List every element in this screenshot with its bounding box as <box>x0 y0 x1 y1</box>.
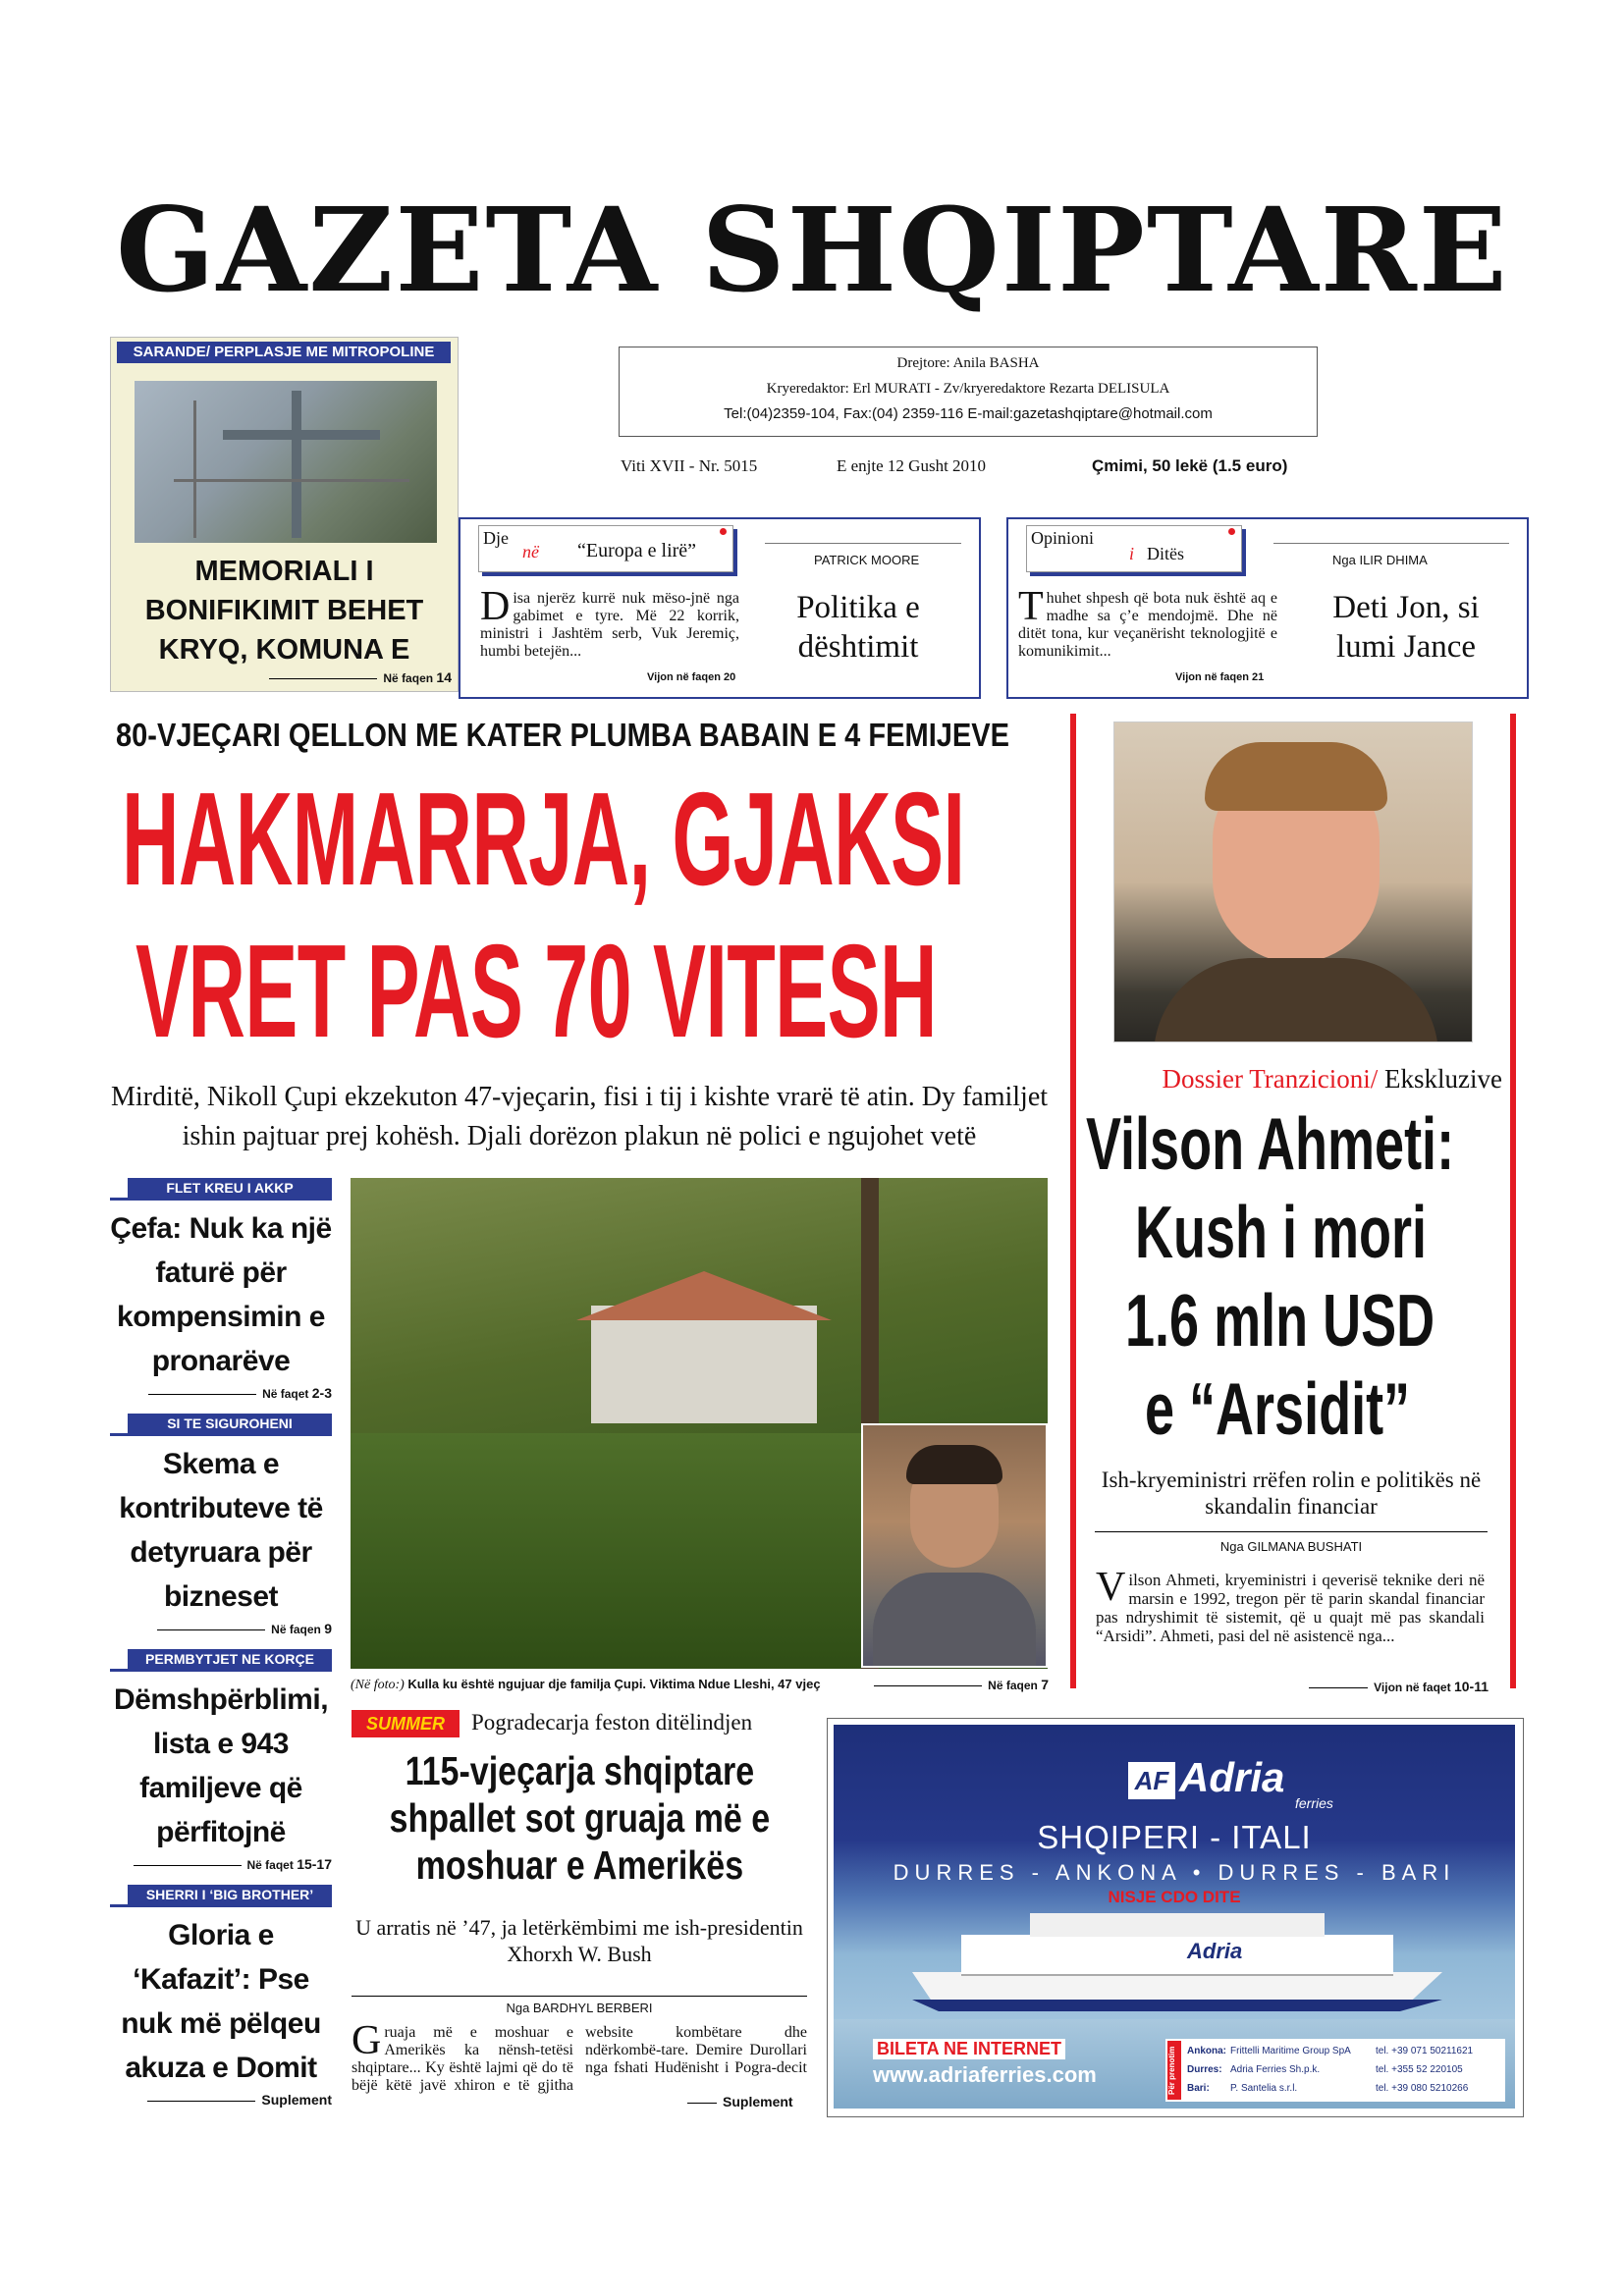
teaser-top-kicker: SARANDE/ PERPLASJE ME MITROPOLINE <box>117 342 451 363</box>
main-pageref[interactable] <box>864 1677 1049 1692</box>
summer-deck: U arratis në ’47, ja letërkëmbimi me ish-presidentin Xhorxh W. Bush <box>355 1915 803 1966</box>
teaser-top-box[interactable] <box>110 337 459 692</box>
caption-text: Kulla ku është ngujuar dje familja Çupi. Viktima Ndue Lleshi, 47 vjeç <box>407 1677 821 1691</box>
column-author: Nga ILIR DHIMA <box>1332 553 1428 567</box>
column-title: Deti Jon, si lumi Jance <box>1332 590 1480 665</box>
column-author: PATRICK MOORE <box>814 553 920 567</box>
caption-prefix: (Në foto:) <box>351 1678 405 1692</box>
sidebar-kicker: FLET KREU I AKKP <box>128 1178 332 1198</box>
teaser-top-pageref[interactable] <box>269 669 452 685</box>
ad-online: BILETA NE INTERNET <box>873 2039 1065 2059</box>
right-headline-3[interactable]: 1.6 mln USD <box>1125 1279 1435 1362</box>
pageref-prefix: Në faqen <box>383 671 434 685</box>
right-headline-2[interactable]: Kush i mori <box>1135 1191 1428 1273</box>
staff-box <box>619 347 1318 437</box>
ad-route: SHQIPERI - ITALI <box>1037 1819 1312 1855</box>
ad-brand-sub: ferries <box>1295 1795 1333 1811</box>
ad-office-row <box>1187 2042 1501 2060</box>
house-shape <box>591 1306 817 1423</box>
right-red-rule-right <box>1510 714 1516 1688</box>
right-portrait <box>1113 721 1473 1042</box>
dropcap: D <box>480 590 511 629</box>
ad-ship-name: Adria <box>1187 1939 1243 1963</box>
summer-kicker: Pogradecarja feston ditëlindjen <box>471 1710 753 1735</box>
right-kicker <box>1080 1064 1502 1095</box>
staff-director: Drejtore: Anila BASHA <box>896 355 1040 371</box>
ad-daily: NISJE CDO DITE <box>1108 1888 1241 1906</box>
column-opinioni-box[interactable] <box>1006 517 1529 699</box>
right-body <box>1096 1571 1485 1665</box>
right-headline-4[interactable]: e “Arsidit” <box>1145 1367 1411 1450</box>
pageref-prefix: Vijon në faqen <box>647 671 721 683</box>
summer-logo: SUMMER <box>352 1710 460 1737</box>
office-tel: tel. +355 52 220105 <box>1376 2064 1463 2075</box>
summer-headline-wrap[interactable] <box>352 1747 807 1904</box>
teaser-top-headline: MEMORIALI I BONIFIKIMIT BEHET KRYQ, KOMUNA E <box>144 556 424 666</box>
ship-deck <box>961 1935 1393 1976</box>
ad-booking-label: Për prenotim <box>1167 2041 1181 2100</box>
pageref-number: 2-3 <box>311 1385 332 1401</box>
right-pageref[interactable] <box>1276 1679 1489 1694</box>
sidebar-pageref[interactable] <box>110 1621 332 1636</box>
pageref-number: 20 <box>724 671 736 683</box>
pageref-number: Suplement <box>723 2094 793 2109</box>
sidebar-kicker: PERMBYTJET NE KORÇE <box>128 1649 332 1669</box>
right-kicker-red: Dossier Tranzicioni/ <box>1162 1064 1379 1094</box>
office-city: Bari: <box>1187 2083 1210 2094</box>
sidebar-item-permbytjet[interactable] <box>110 1649 332 1872</box>
right-red-rule-left <box>1070 714 1076 1688</box>
dropcap: G <box>352 2024 382 2063</box>
sidebar-headline: Gloria e ‘Kafazit’: Pse nuk më pëlqeu akuza e Domit <box>121 1919 321 2084</box>
sidebar-kicker: SHERRI I ‘BIG BROTHER’ <box>128 1885 332 1904</box>
ad-brand: Adria <box>1179 1754 1285 1800</box>
ad-office-list <box>1187 2042 1501 2098</box>
masthead-title: GAZETA SHQIPTARE <box>116 182 1509 318</box>
issue-volume: Viti XVII - Nr. 5015 <box>621 456 758 475</box>
dropcap: V <box>1096 1571 1126 1610</box>
ad-brand-logo: AF <box>1128 1762 1175 1799</box>
sidebar-item-akkp[interactable] <box>110 1178 332 1401</box>
column-tag-word3: Ditës <box>1147 544 1184 563</box>
pageref-prefix: Në faqet <box>262 1387 309 1401</box>
main-deck: Mirditë, Nikoll Çupi ekzekuton 47-vjeçarin, fisi i tij i kishte vrarë të atin. Dy familjet ishin pajtuar prej kohësh. Djali dorëzon plakun në polici e ngujohet vetë <box>110 1082 1049 1151</box>
office-city: Durres: <box>1187 2064 1222 2075</box>
pageref-prefix: Në faqet <box>246 1858 294 1872</box>
office-tel: tel. +39 080 5210266 <box>1376 2083 1469 2094</box>
column-tag-word3: “Europa e lirë” <box>577 540 697 561</box>
sidebar-pageref[interactable] <box>110 2092 332 2108</box>
sidebar-headline: Skema e kontributeve të detyruara për bizneset <box>119 1448 323 1613</box>
teaser-top-headline-wrap <box>115 552 454 669</box>
pageref-prefix: Në faqen <box>988 1679 1038 1692</box>
summer-author: Nga BARDHYL BERBERI <box>506 2001 653 2015</box>
pageref-prefix: Në faqen <box>271 1623 321 1636</box>
dropcap: T <box>1018 590 1044 629</box>
summer-pageref[interactable] <box>687 2094 793 2109</box>
summer-headline: 115-vjeçarja shqiptare shpallet sot gruaja më e moshuar e Amerikës <box>389 1748 771 1888</box>
pageref-number: 10-11 <box>1453 1679 1489 1694</box>
issue-price: Çmimi, 50 lekë (1.5 euro) <box>1092 456 1288 475</box>
right-headline-1[interactable]: Vilson Ahmeti: <box>1086 1102 1455 1185</box>
sidebar-headline: Dëmshpërblimi, lista e 943 familjeve që përfitojnë <box>113 1683 329 1848</box>
teaser-top-photo <box>135 381 437 543</box>
summer-text: ruaja më e moshuar e Amerikës ka nënsh-tetësi shqiptare... Ky është lajmi që do të bëjë këtë javë xhiron e të gjitha website kombëtare dhe ndërkombë-tare. Demire Durollari nga fshati Hudënisht i Pogra-decit <box>352 2024 807 2094</box>
column-europa-box[interactable] <box>459 517 981 699</box>
sidebar-kicker: SI TE SIGUROHENI <box>128 1414 332 1433</box>
column-pageref[interactable] <box>1175 671 1264 683</box>
column-tag-word1: Opinioni <box>1031 528 1095 548</box>
pageref-number: 14 <box>436 669 452 685</box>
pageref-prefix: Vijon në faqet <box>1374 1681 1451 1694</box>
divider <box>1095 1531 1488 1532</box>
column-text: isa njerëz kurrë nuk mëso-jnë nga gabimet e tyre. Më 22 korrik, ministri i Jashtëm serb, Vuk Jeremiç, humbi betejën... <box>480 590 739 660</box>
pageref-number: 7 <box>1041 1677 1049 1692</box>
ad-ports: DURRES - ANKONA • DURRES - BARI <box>893 1860 1456 1885</box>
office-agent: P. Santelia s.r.l. <box>1230 2083 1298 2094</box>
red-dot-icon <box>720 528 727 535</box>
pageref-number: 21 <box>1252 671 1265 683</box>
office-tel: tel. +39 071 50211621 <box>1376 2046 1474 2056</box>
pageref-number: 15-17 <box>297 1856 332 1872</box>
ad-background <box>834 1725 1515 2109</box>
main-headline-2[interactable]: VRET PAS 70 VITESH <box>135 917 937 1065</box>
staff-contacts: Tel:(04)2359-104, Fax:(04) 2359-116 E-mail:gazetashqiptare@hotmail.com <box>724 405 1213 422</box>
red-dot-icon <box>1228 528 1235 535</box>
column-tag-word2: i <box>1129 544 1135 563</box>
sidebar-pageref[interactable] <box>110 1385 332 1401</box>
sidebar-item-bigbrother[interactable] <box>110 1885 332 2108</box>
office-city: Ankona: <box>1187 2046 1226 2056</box>
column-text: huhet shpesh që bota nuk është aq e madhe sa ç’e mendojmë. Dhe në ditët tona, kur veçanërisht teknologjitë e komunikimit... <box>1018 590 1277 660</box>
column-tag-word1: Dje <box>483 528 509 548</box>
ad-url[interactable]: www.adriaferries.com <box>873 2062 1097 2087</box>
main-photo <box>351 1178 1048 1669</box>
column-title: Politika e dështimit <box>796 590 920 665</box>
divider <box>352 1996 807 1997</box>
main-headline-1[interactable]: HAKMARRJA, GJAKSI <box>122 765 965 913</box>
issue-date: E enjte 12 Gusht 2010 <box>837 456 987 475</box>
right-text: ilson Ahmeti, kryeministri i qeverisë teknike deri në marsin e 1992, tregon për të parin skandal financiar pas ndryshimit të sistemit, që u quajt më pas skandali “Arsidi”. Ahmeti, pasi del në asistencë nga... <box>1096 1571 1485 1645</box>
sidebar-headline: Çefa: Nuk ka një faturë për kompensimin e pronarëve <box>110 1212 332 1377</box>
ad-office-row <box>1187 2060 1501 2079</box>
pageref-prefix: Vijon në faqen <box>1175 671 1249 683</box>
right-deck: Ish-kryeministri rrëfen rolin e politikës në skandalin financiar <box>1101 1468 1482 1519</box>
victim-portrait <box>861 1423 1048 1668</box>
column-tag <box>478 525 733 572</box>
ad-adria-ferries[interactable] <box>827 1718 1524 2117</box>
sidebar-pageref[interactable] <box>110 1856 332 1872</box>
office-agent: Adria Ferries Sh.p.k. <box>1230 2064 1321 2075</box>
sidebar-item-skema[interactable] <box>110 1414 332 1636</box>
right-author: Nga GILMANA BUSHATI <box>1219 1539 1363 1554</box>
pageref-number: Suplement <box>261 2092 332 2108</box>
main-overline: 80-VJEÇARI QELLON ME KATER PLUMBA BABAIN E 4 FEMIJEVE <box>116 717 1010 753</box>
office-agent: Frittelli Maritime Group SpA <box>1230 2046 1351 2056</box>
column-tag <box>1026 525 1242 572</box>
column-tag-word2: në <box>522 542 539 561</box>
main-caption <box>351 1677 821 1693</box>
column-pageref[interactable] <box>647 671 735 683</box>
staff-editors: Kryeredaktor: Erl MURATI - Zv/kryeredaktore Rezarta DELISULA <box>766 381 1170 397</box>
right-kicker-black: Ekskluzive <box>1384 1064 1502 1094</box>
ad-office-row <box>1187 2079 1501 2098</box>
pageref-number: 9 <box>324 1621 332 1636</box>
ad-offices <box>1165 2039 1505 2102</box>
